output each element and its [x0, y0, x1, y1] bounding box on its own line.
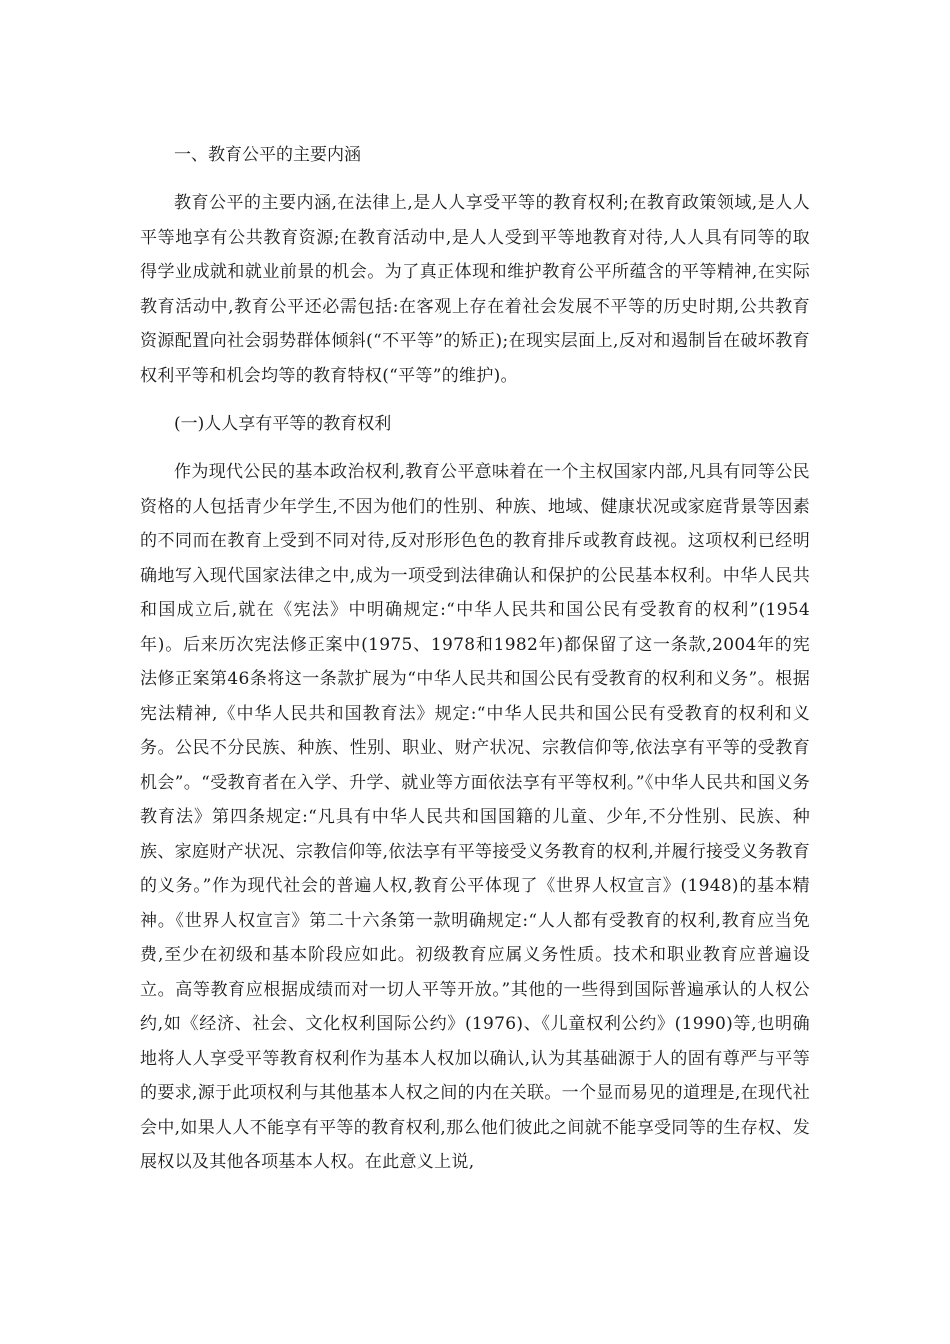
- section-heading: 一、教育公平的主要内涵: [174, 145, 361, 165]
- body-paragraph: 作为现代公民的基本政治权利,教育公平意味着在一个主权国家内部,凡具有同等公民资格的人包括青少年学生,不因为他们的性别、种族、地域、健康状况或家庭背景等因素的不同而在教育上受到不同对待,反对形形色色的教育排斥或教育歧视。这项权利已经明确地写入现代国家法律之中,成为一项受到法律确认和保护的公民基本权利。中华人民共和国成立后,就在《宪法》中明确规定:“中华人民共和国公民有受教育的权利”(1954年)。后来历次宪法修正案中(1975、1978和1982年)都保留了这一条款,2004年的宪法修正案第46条将这一条款扩展为“中华人民共和国公民有受教育的权利和义务”。根据宪法精神,《中华人民共和国教育法》规定:“中华人民共和国公民有受教育的权利和义务。公民不分民族、种族、性别、职业、财产状况、宗教信仰等,依法享有平等的受教育机会”。“受教育者在入学、升学、就业等方面依法享有平等权利。”《中华人民共和国义务教育法》第四条规定:“凡具有中华人民共和国国籍的儿童、少年,不分性别、民族、种族、家庭财产状况、宗教信仰等,依法享有平等接受义务教育的权利,并履行接受义务教育的义务。”作为现代社会的普遍人权,教育公平体现了《世界人权宣言》(1948)的基本精神。《世界人权宣言》第二十六条第一款明确规定:“人人都有受教育的权利,教育应当免费,至少在初级和基本阶段应如此。初级教育应属义务性质。技术和职业教育应普遍设立。高等教育应根据成绩而对一切人平等开放。”其他的一些得到国际普遍承认的人权公约,如《经济、社会、文化权利国际公约》(1976)、《儿童权利公约》(1990)等,也明确地将人人享受平等教育权利作为基本人权加以确认,认为其基础源于人的固有尊严与平等的要求,源于此项权利与其他基本人权之间的内在关联。一个显而易见的道理是,在现代社会中,如果人人不能享有平等的教育权利,那么他们彼此之间就不能享受同等的生存权、发展权以及其他各项基本人权。在此意义上说,: [140, 462, 810, 1172]
- document-page: [140, 138, 810, 1194]
- subsection-heading: (一)人人享有平等的教育权利: [174, 414, 392, 434]
- intro-paragraph: 教育公平的主要内涵,在法律上,是人人享受平等的教育权利;在教育政策领域,是人人平等地享有公共教育资源;在教育活动中,是人人受到平等地教育对待,人人具有同等的取得学业成就和就业前景的机会。为了真正体现和维护教育公平所蕴含的平等精神,在实际教育活动中,教育公平还必需包括:在客观上存在着社会发展不平等的历史时期,公共教育资源配置向社会弱势群体倾斜(“不平等”的矫正);在现实层面上,反对和遏制旨在破坏教育权利平等和机会均等的教育特权(“平等”的维护)。: [140, 193, 810, 386]
